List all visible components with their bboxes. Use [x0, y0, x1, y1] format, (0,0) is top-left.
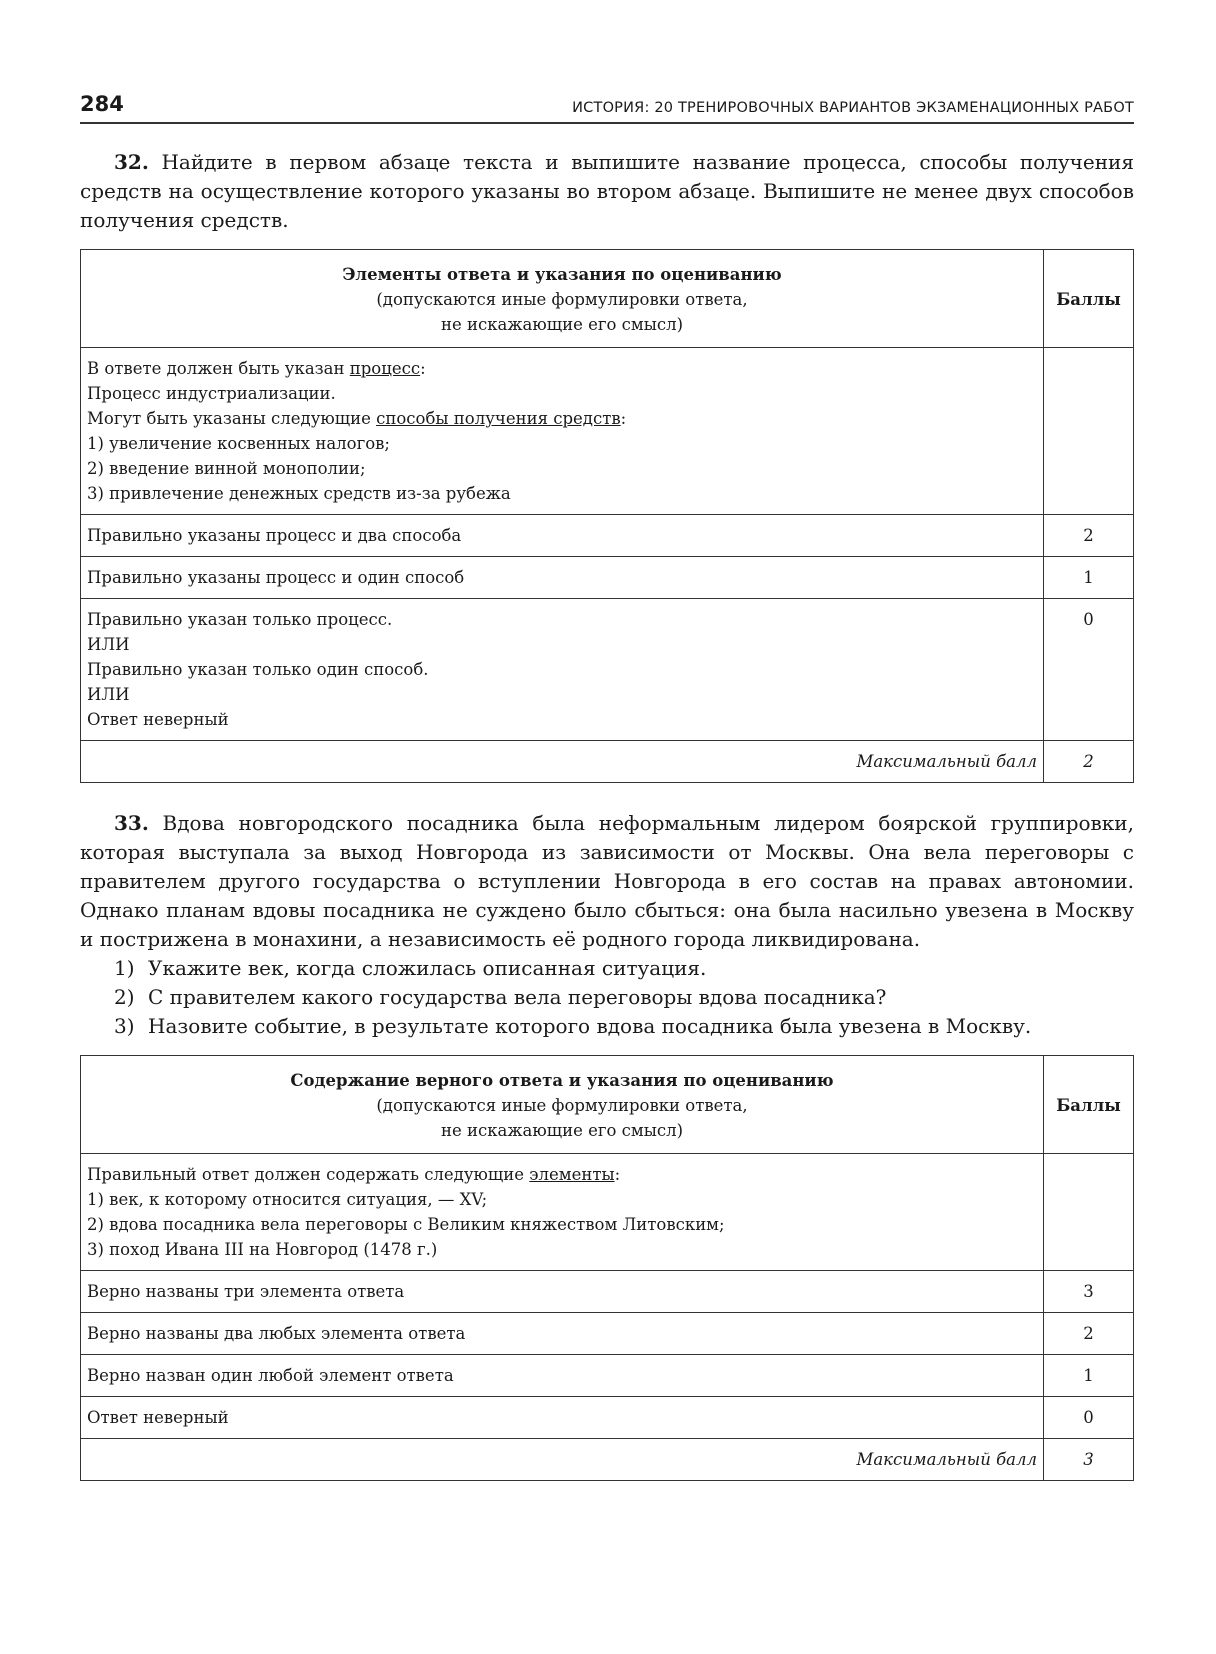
task-32-text: [80, 148, 1134, 235]
question-item: [80, 1012, 1134, 1041]
criterion-cell: Ответ неверный: [81, 1397, 1044, 1439]
table-row: [81, 1271, 1134, 1313]
answer-content: [81, 1154, 1044, 1271]
criterion-cell: Верно названы два любых элемента ответа: [81, 1313, 1044, 1355]
score-header: Баллы: [1044, 250, 1134, 348]
running-title: ИСТОРИЯ: 20 ТРЕНИРОВОЧНЫХ ВАРИАНТОВ ЭКЗАМЕНАЦИОННЫХ РАБОТ: [572, 100, 1134, 116]
criterion-line: ИЛИ: [87, 635, 130, 654]
answer-content-row: [81, 1154, 1134, 1271]
content-line: 2) вдова посадника вела переговоры с Великим княжеством Литовским;: [87, 1215, 725, 1234]
content-line: 1) век, к которому относится ситуация, — XV;: [87, 1190, 488, 1209]
question-number: 3): [114, 1014, 135, 1038]
grading-table-33: [80, 1055, 1134, 1481]
criterion-cell: [81, 599, 1044, 741]
question-text: Назовите событие, в результате которого вдова посадника была увезена в Москву.: [148, 1014, 1032, 1038]
question-item: [80, 983, 1134, 1012]
criterion-line: Ответ неверный: [87, 710, 229, 729]
content-line: [87, 406, 1035, 431]
table-row: [81, 515, 1134, 557]
table-row: [81, 1397, 1134, 1439]
table-header-row: [81, 250, 1134, 348]
criterion-line: Правильно указан только процесс.: [87, 610, 393, 629]
task-number: 32.: [114, 150, 149, 174]
table-row: [81, 1313, 1134, 1355]
criteria-header-title: Элементы ответа и указания по оцениванию: [342, 265, 782, 284]
content-line: 3) поход Ивана III на Новгород (1478 г.): [87, 1240, 438, 1259]
max-score-row: [81, 1439, 1134, 1481]
criterion-cell: Верно названы три элемента ответа: [81, 1271, 1044, 1313]
criterion-cell: Верно назван один любой элемент ответа: [81, 1355, 1044, 1397]
criterion-line: Правильно указан только один способ.: [87, 660, 429, 679]
score-cell: 0: [1044, 1397, 1134, 1439]
score-cell: 0: [1044, 599, 1134, 741]
answer-content-row: [81, 348, 1134, 515]
max-score-row: [81, 741, 1134, 783]
content-line: [87, 356, 1035, 381]
content-text: :: [420, 359, 426, 378]
page-header: [80, 92, 1134, 124]
task-number: 33.: [114, 811, 149, 835]
score-cell: 2: [1044, 515, 1134, 557]
content-line: Процесс индустриализации.: [87, 384, 336, 403]
content-underlined: элементы: [529, 1165, 615, 1184]
score-header: Баллы: [1044, 1056, 1134, 1154]
content-underlined: процесс: [349, 359, 421, 378]
table-row: [81, 557, 1134, 599]
content-text: :: [620, 409, 627, 428]
grading-table-32: [80, 249, 1134, 783]
question-number: 2): [114, 985, 135, 1009]
criteria-header-note-1: (допускаются иные формулировки ответа,: [376, 1096, 748, 1115]
page: [80, 92, 1134, 1481]
content-line: 2) введение винной монополии;: [87, 459, 366, 478]
content-line: 1) увеличение косвенных налогов;: [87, 434, 390, 453]
content-text: :: [614, 1165, 621, 1184]
task-33-body: Вдова новгородского посадника была неформальным лидером боярской группировки, которая выступала за выход Новгорода из зависимости от Москвы. Она вела переговоры с правителем другого государства о вступлении Новгорода в его состав на правах автономии. Однако планам вдовы посадника не суждено было сбыться: она была насильно увезена в Москву и пострижена в монахини, а независимость её родного города ликвидирована.: [80, 811, 1134, 951]
score-cell: 2: [1044, 1313, 1134, 1355]
criterion-line: ИЛИ: [87, 685, 130, 704]
task-32: [80, 148, 1134, 235]
content-line: 3) привлечение денежных средств из-за рубежа: [87, 484, 511, 503]
content-text: Могут быть указаны следующие: [87, 409, 377, 428]
content-text: Правильный ответ должен содержать следующие: [87, 1165, 530, 1184]
max-score-label: Максимальный балл: [81, 1439, 1044, 1481]
max-score-value: 3: [1044, 1439, 1134, 1481]
criterion-cell: Правильно указаны процесс и два способа: [81, 515, 1044, 557]
score-cell: [1044, 348, 1134, 515]
score-cell: [1044, 1154, 1134, 1271]
score-cell: 1: [1044, 1355, 1134, 1397]
max-score-value: 2: [1044, 741, 1134, 783]
question-text: Укажите век, когда сложилась описанная ситуация.: [148, 956, 707, 980]
table-header-row: [81, 1056, 1134, 1154]
criteria-header-note-2: не искажающие его смысл): [440, 1121, 684, 1140]
criteria-header: [81, 250, 1044, 348]
score-cell: 3: [1044, 1271, 1134, 1313]
question-text: С правителем какого государства вела переговоры вдова посадника?: [148, 985, 887, 1009]
task-32-body: Найдите в первом абзаце текста и выпишите название процесса, способы получения средств на осуществление которого указаны во втором абзаце. Выпишите не менее двух способов получения средств.: [80, 150, 1135, 232]
table-row: [81, 599, 1134, 741]
content-line: [87, 1162, 1035, 1187]
answer-content: [81, 348, 1044, 515]
criteria-header-note-1: (допускаются иные формулировки ответа,: [376, 290, 748, 309]
task-33-text: [80, 809, 1134, 954]
max-score-label: Максимальный балл: [81, 741, 1044, 783]
criterion-cell: Правильно указаны процесс и один способ: [81, 557, 1044, 599]
question-item: [80, 954, 1134, 983]
table-row: [81, 1355, 1134, 1397]
page-number: 284: [80, 92, 124, 116]
task-33: [80, 809, 1134, 954]
content-text: В ответе должен быть указан: [87, 359, 350, 378]
question-number: 1): [114, 956, 135, 980]
content-underlined: способы получения средств: [376, 409, 621, 428]
criteria-header-note-2: не искажающие его смысл): [440, 315, 684, 334]
criteria-header: [81, 1056, 1044, 1154]
score-cell: 1: [1044, 557, 1134, 599]
criteria-header-title: Содержание верного ответа и указания по оцениванию: [290, 1071, 834, 1090]
